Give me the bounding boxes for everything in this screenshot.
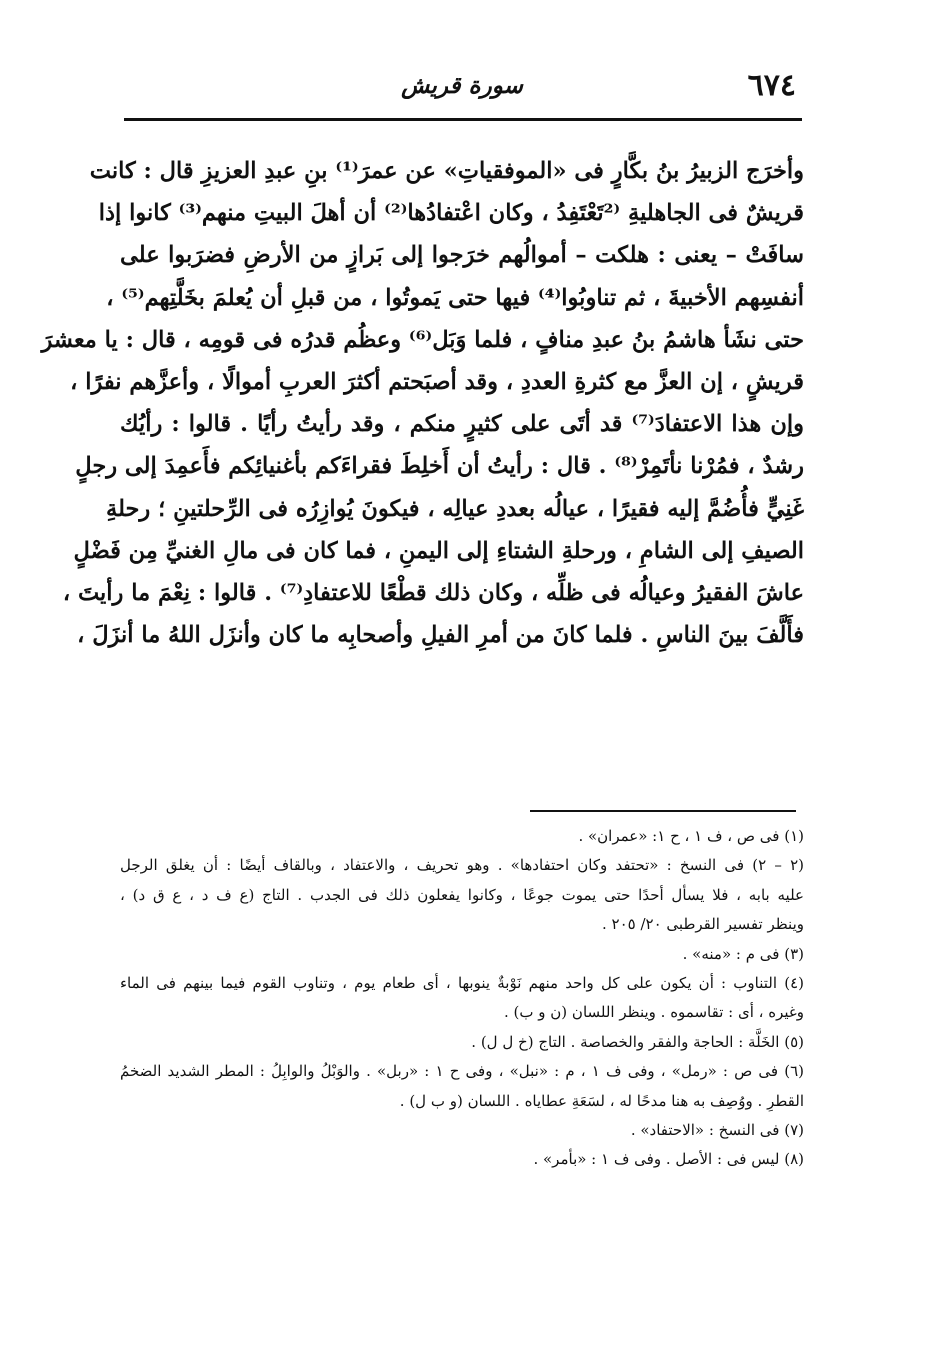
body-line: قريشٍ ، إن العزَّ مع كثرةِ العددِ ، وقد أصبَحتم أكثرَ العربِ أموالًا ، وأعزَّهم نفرًا ، bbox=[70, 368, 804, 395]
footnote-line: عليه بابه ، فلا يسأل أحدًا حتى يموت جوعًا ، وكانوا يفعلون ذلك فى الجدب . التاج (ع ف د ، ع ق د) ، bbox=[120, 885, 804, 904]
footnote-line: (٧) فى النسخ : «الاحتفاد» . bbox=[630, 1120, 804, 1139]
body-line: غَنِيٍّ فأُضُمَّ إليه فقيرًا ، عيالُه بعددِ عيالِه ، فيكونَ يُوازِرُه فى الرِّحلتينِ ؛ رحلةِ bbox=[106, 495, 804, 522]
running-head: سورة قريش bbox=[401, 72, 523, 99]
body-text bbox=[41, 150, 804, 656]
footnote-line: (٤) التناوب : أن يكون على كل واحد منهم نَوْبةٌ ينوبها ، أى طعام يوم ، وتناوب القوم فيما بينهم فى الماء bbox=[120, 973, 804, 992]
page-number: ٦٧٤ bbox=[747, 68, 796, 103]
footnotes bbox=[120, 822, 804, 1175]
footnote-line: وينظر تفسير القرطبى ٢٠/ ٢٠٥ . bbox=[601, 915, 804, 934]
body-line: رشدٌ ، فمُرْنا نأتَمِرْ⁽⁸⁾ . قال : رأيتُ أن أَخلِطَ فقراءَكم بأغنيائِكم فأَعمِدَ إلى رجلٍ bbox=[75, 453, 804, 480]
body-line: قريشٌ فى الجاهليةِ ⁽²تَعْتَفِدُ ، وكان اعْتفادُها⁽²⁾ أن أهلَ البيتِ منهم⁽³⁾ كانوا إذا bbox=[98, 200, 804, 227]
body-line: وإن هذا الاعتفادَ⁽⁷⁾ قد أتَى على كثيرٍ منكم ، وقد رأيتُ رأيًا . قالوا : رأيُك bbox=[120, 411, 804, 438]
footnote-line: (٣) فى م : «منه» . bbox=[682, 944, 804, 963]
footnote-line: القطرِ . ووُصِف به هنا مدحًا له ، لسَعَةِ عطاياه . اللسان (و ب ل) . bbox=[399, 1091, 804, 1110]
footnote-line: (٨) ليس فى : الأصل . وفى ف ١ : «بأمر» . bbox=[533, 1150, 804, 1169]
page-header bbox=[124, 60, 800, 112]
footnote-line: (٥) الخَلَّة : الحاجة والفقر والخصاصة . التاج (خ ل ل) . bbox=[471, 1032, 804, 1051]
footnote-separator bbox=[530, 810, 796, 812]
footnote-line: (٢ – ٢) فى النسخ : «تحتفد وكان احتفادها» . وهو تحريف ، والاعتفاد ، وبالقاف أيضًا : أن يغلق الرجل bbox=[120, 856, 804, 875]
body-line: عاشَ الفقيرُ وعيالُه فى ظلِّه ، وكان ذلك قطْعًا للاعتفادِ⁽⁷⁾ . قالوا : نِعْمَ ما رأيتَ ، bbox=[62, 579, 804, 606]
body-line: سافَتْ – يعنى : هلكت – أموالُهم خرَجوا إلى بَرازٍ من الأرضِ فضرَبوا على bbox=[120, 242, 804, 269]
body-line: فأَلَّفَ بينَ الناسِ . فلما كانَ من أمرِ الفيلِ وأصحابِه ما كان وأنزَل اللهُ ما أنزَلَ ، bbox=[77, 622, 804, 649]
footnote-line: وغيره ، أى : تقاسموه . وينظر اللسان (ن و ب) . bbox=[504, 1003, 804, 1022]
body-line: وأخرَج الزبيرُ بنُ بكَّارٍ فى «الموفقياتِ» عن عمرَ⁽¹⁾ بنِ عبدِ العزيزِ قال : كانت bbox=[89, 158, 804, 184]
body-line: الصيفِ إلى الشامِ ، ورحلةِ الشتاءِ إلى اليمنِ ، فما كان فى مالِ الغنيِّ مِن فَضْلٍ bbox=[73, 537, 804, 564]
footnote-line: (٦) فى ص : «رمل» ، وفى ف ١ ، م : «نبل» ، وفى ح ١ : «ربل» . والوَبْلُ والوابِلُ : المطر الشديد الضخمُ bbox=[120, 1062, 804, 1081]
body-line: حتى نشَأ هاشمُ بنُ عبدِ منافٍ ، فلما وَبَل⁽⁶⁾ وعظُم قدرُه فى قومِه ، قال : يا معشرَ bbox=[41, 326, 804, 353]
footnote-line: (١) فى ص ، ف ١ ، ح ١: «عمران» . bbox=[578, 827, 804, 845]
body-line: أنفسِهم الأخبيةَ ، ثم تناوبُوا⁽⁴⁾ فيها حتى يَموتُوا ، من قبلِ أن يُعلمَ بخَلَّتِهم⁽⁵⁾ ، bbox=[106, 284, 804, 311]
header-rule bbox=[124, 118, 802, 121]
